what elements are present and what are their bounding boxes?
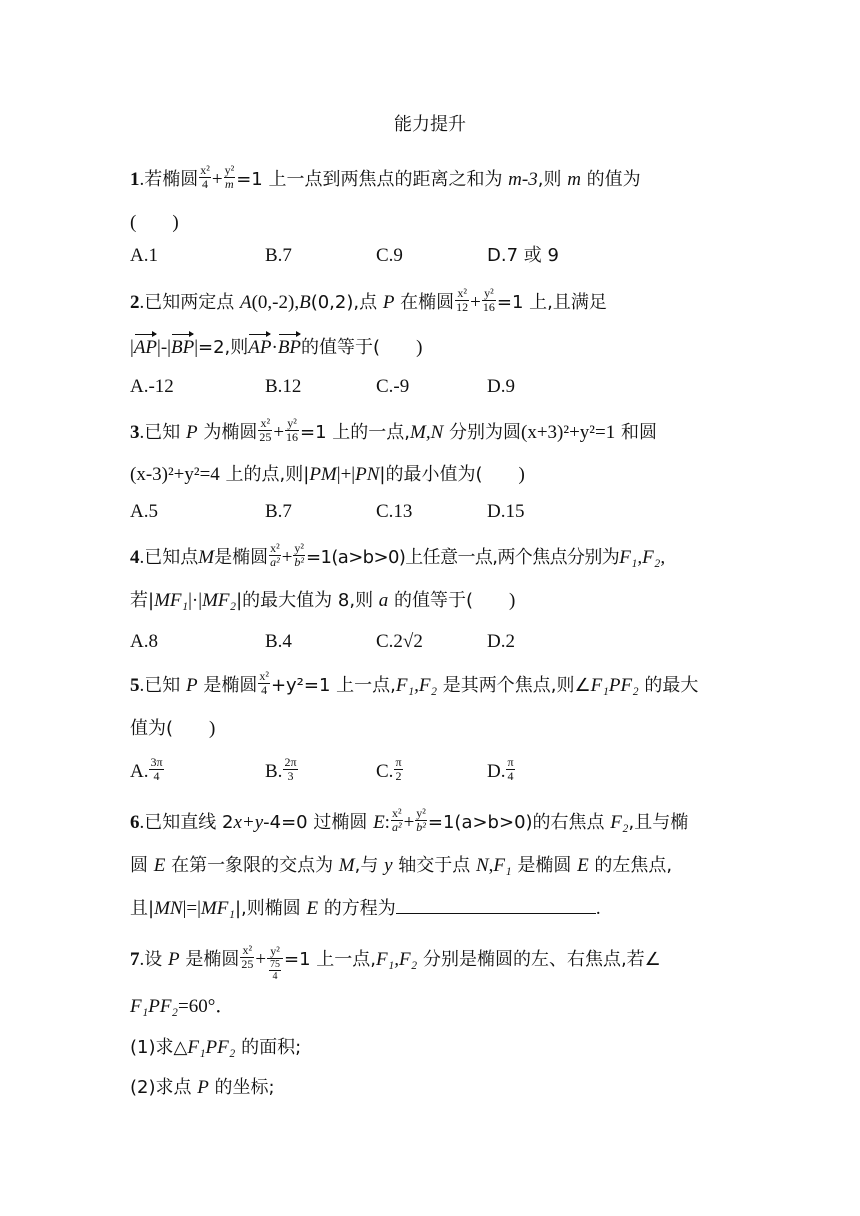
question-6-line-2: 圆 E 在第一象限的交点为 M,与 y 轴交于点 N,F₁ 是椭圆 E 的左焦点, — [130, 855, 673, 876]
fraction: $\frac{\text{y²}}{\text{b²}}$ — [416, 806, 426, 834]
option-c[interactable]: C.-9 — [376, 376, 410, 397]
circle-equation-1: (x+3)²+y²=1 — [521, 421, 616, 443]
question-6-line-3: 且|MN|=|MF₁|,则椭圆 E 的方程为 . — [130, 895, 601, 921]
question-7-part-2: (2)求点 P 的坐标; — [130, 1077, 275, 1098]
vector-ap: AP — [133, 337, 158, 358]
question-text: ,则 — [537, 168, 568, 190]
option-d[interactable]: D.15 — [487, 501, 525, 522]
question-1-line-1: 1.若椭圆 $\frac{\text{x²}}{4}$ + $\frac{\text{y²}}{m}$ =1 上一点到两焦点的距离之和为 m-3,则 m 的值为 — [130, 163, 641, 191]
fraction: $\frac{\text{y²}}{\frac{75}{4}}$ — [267, 945, 283, 982]
fraction: $\frac{3\pi}{4}$ — [150, 755, 163, 783]
fraction: $\frac{\text{x²}}{25}$ — [241, 943, 254, 971]
question-5-line-2: 值为( ) — [130, 718, 216, 739]
option-a[interactable]: A. $\frac{3\pi}{4}$ — [130, 755, 163, 783]
question-7-part-1: (1)求△F₁PF₂ 的面积; — [130, 1037, 302, 1058]
fraction: $\frac{\text{x²}}{4}$ — [200, 163, 210, 191]
circle-equation-2: (x-3)²+y²=4 — [130, 464, 220, 485]
fraction: $\frac{\pi}{4}$ — [507, 755, 514, 783]
option-c[interactable]: C.13 — [376, 501, 413, 522]
option-d[interactable]: D.2 — [487, 631, 515, 652]
fraction: $\frac{\text{y²}}{16}$ — [482, 286, 495, 314]
question-number: 5 — [130, 674, 140, 696]
option-d[interactable]: D. $\frac{\pi}{4}$ — [487, 755, 514, 783]
option-c[interactable]: C.9 — [376, 245, 403, 266]
option-a[interactable]: A.-12 — [130, 376, 174, 397]
option-b[interactable]: B. $\frac{2\pi}{3}$ — [265, 755, 297, 783]
option-d[interactable]: D.9 — [487, 376, 515, 397]
question-number: 1 — [130, 168, 140, 190]
math-expr: m-3 — [508, 168, 538, 190]
question-number: 2 — [130, 291, 140, 313]
option-d[interactable]: D.7 或 9 — [487, 245, 559, 266]
question-1-answer-bracket: ( ) — [130, 212, 179, 233]
question-text: =1 上一点到两焦点的距离之和为 — [236, 168, 509, 190]
vector-bp: BP — [170, 337, 195, 358]
fraction: $\frac{\text{y²}}{\text{b²}}$ — [294, 541, 305, 569]
fraction: $\frac{\text{y²}}{16}$ — [286, 416, 299, 444]
question-7-line-1: 7.设 P 是椭圆 $\frac{\text{x²}}{25}$ + $\frac{\text{y²}}{\frac{75}{4}}$ =1 上一点,F₁,F₂ 分别是椭圆的左、右焦点,若∠ — [130, 943, 661, 982]
option-b[interactable]: B.4 — [265, 631, 292, 652]
fraction: $\frac{\pi}{2}$ — [395, 755, 402, 783]
fraction: $\frac{\text{y²}}{m}$ — [224, 163, 235, 191]
fraction: $\frac{\text{x²}}{25}$ — [259, 416, 272, 444]
question-number: 6 — [130, 811, 140, 833]
question-number: 4 — [130, 546, 140, 568]
section-title: 能力提升 — [394, 114, 466, 135]
math-var: m — [567, 168, 581, 190]
answer-blank[interactable] — [396, 895, 596, 914]
option-b[interactable]: B.7 — [265, 245, 292, 266]
option-a[interactable]: A.8 — [130, 631, 158, 652]
question-number: 7 — [130, 948, 140, 970]
question-number: 3 — [130, 421, 140, 443]
option-b[interactable]: B.12 — [265, 376, 302, 397]
fraction: $\frac{\text{x²}}{\text{a²}}$ — [391, 806, 402, 834]
question-5-line-1: 5.已知 P 是椭圆 $\frac{\text{x²}}{4}$ +y²=1 上一点,F₁,F₂ 是其两个焦点,则∠F₁PF₂ 的最大 — [130, 669, 699, 697]
question-2-line-2: |AP|-|BP|=2,则AP·BP的值等于( ) — [130, 337, 423, 358]
fraction: $\frac{\text{x²}}{4}$ — [259, 669, 269, 697]
option-c[interactable]: C.2√2 — [376, 631, 423, 652]
question-4-line-1: 4.已知点M是椭圆 $\frac{\text{x²}}{\text{a²}}$ + $\frac{\text{y²}}{\text{b²}}$ =1(a>b>0)上任意一点,两个焦点分别为F₁,F₂, — [130, 541, 666, 569]
option-b[interactable]: B.7 — [265, 501, 292, 522]
question-text: 若椭圆 — [144, 168, 199, 190]
question-4-line-2: 若|MF₁|·|MF₂|的最大值为 8,则 a 的值等于( ) — [130, 590, 516, 611]
question-3-line-2: (x-3)²+y²=4 上的点,则|PM|+|PN|的最小值为( ) — [130, 464, 525, 485]
option-a[interactable]: A.5 — [130, 501, 158, 522]
option-a[interactable]: A.1 — [130, 245, 158, 266]
fraction: $\frac{2\pi}{3}$ — [284, 755, 297, 783]
question-7-line-2: F₁PF₂=60°． — [130, 996, 235, 1017]
fraction: $\frac{\text{x²}}{12}$ — [456, 286, 469, 314]
question-6-line-1: 6.已知直线 2x+y-4=0 过椭圆 E: $\frac{\text{x²}}{\text{a²}}$ + $\frac{\text{y²}}{\text{b²}}$ =1(a>b>0)的右焦点 F₂,且与椭 — [130, 806, 689, 834]
option-c[interactable]: C. $\frac{\pi}{2}$ — [376, 755, 402, 783]
fraction: $\frac{\text{x²}}{\text{a²}}$ — [270, 541, 280, 569]
question-2-line-1: 2.已知两定点 A(0,-2),B(0,2),点 P 在椭圆 $\frac{\text{x²}}{12}$ + $\frac{\text{y²}}{16}$ =1 上,且满足 — [130, 286, 607, 314]
question-3-line-1: 3.已知 P 为椭圆 $\frac{\text{x²}}{25}$ + $\frac{\text{y²}}{16}$ =1 上的一点,M,N 分别为圆(x+3)²+y²=1 和圆 — [130, 416, 657, 444]
question-text: 的值为 — [580, 168, 641, 190]
